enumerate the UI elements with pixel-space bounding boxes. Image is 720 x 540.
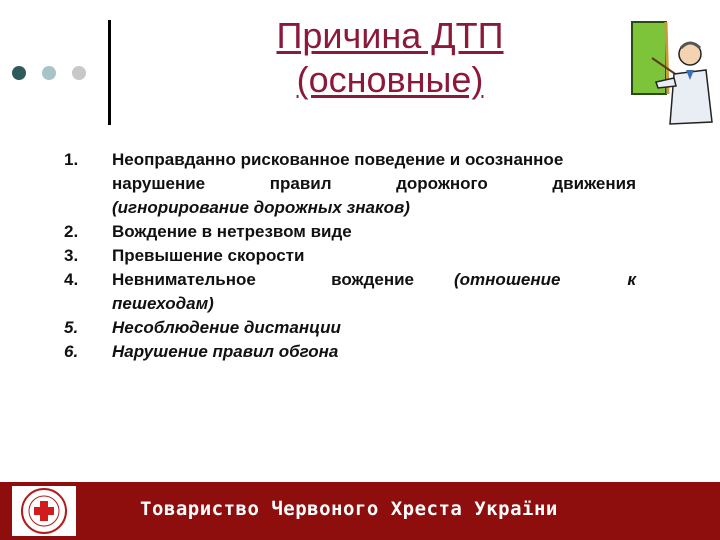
list-number: 6. <box>64 342 79 361</box>
list-item <box>64 316 636 340</box>
list-text-line: (игнорирование дорожных знаков) <box>112 198 410 217</box>
list-text-line <box>112 268 636 292</box>
list-number: 2. <box>64 222 79 241</box>
list-item <box>64 244 636 268</box>
vertical-divider <box>108 20 111 125</box>
list-text: Вождение в нетрезвом виде <box>112 222 352 241</box>
dot-gray-icon <box>72 66 86 80</box>
list-text: Превышение скорости <box>112 246 305 265</box>
list-number: 4. <box>64 270 79 289</box>
causes-list <box>64 148 636 364</box>
list-item <box>64 268 636 316</box>
list-number: 5. <box>64 318 79 337</box>
dot-light-icon <box>42 66 56 80</box>
list-text-part: (отношение к <box>454 270 636 289</box>
list-item <box>64 340 636 364</box>
list-text: Нарушение правил обгона <box>112 342 339 361</box>
footer-bar <box>0 482 720 540</box>
list-number: 3. <box>64 246 79 265</box>
teacher-pointer-icon <box>626 18 716 128</box>
list-text-line: пешеходам) <box>112 294 214 313</box>
title-line-2: (основные) <box>296 59 484 100</box>
list-item <box>64 148 636 220</box>
list-text-line: нарушение правил дорожного движения <box>112 174 636 193</box>
list-item <box>64 220 636 244</box>
decorative-dots <box>12 66 92 80</box>
title-line-1: Причина ДТП <box>276 15 504 56</box>
dot-dark-icon <box>12 66 26 80</box>
footer-organization-name: Товариство Червоного Хреста України <box>140 498 558 520</box>
list-text-line: Неоправданно рискованное поведение и осознанное <box>112 150 564 169</box>
list-number: 1. <box>64 150 79 169</box>
red-cross-logo-icon <box>12 486 76 536</box>
list-text: Несоблюдение дистанции <box>112 318 341 337</box>
slide-title <box>170 14 610 102</box>
list-text-part: Невнимательное вождение <box>112 270 414 289</box>
